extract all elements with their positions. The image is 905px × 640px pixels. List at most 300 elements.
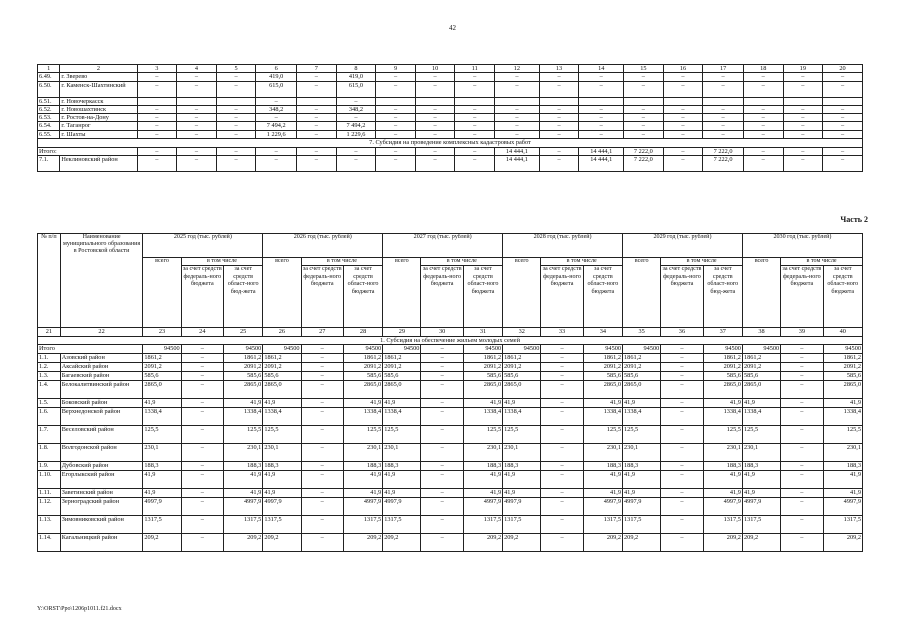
table-cell: 1338,4 bbox=[742, 407, 780, 425]
column-number: 33 bbox=[541, 328, 583, 337]
table-cell: – bbox=[579, 114, 624, 122]
table-cell: 41,9 bbox=[224, 488, 263, 497]
table-cell: 41,9 bbox=[703, 470, 742, 488]
table-cell: 6.50. bbox=[38, 81, 60, 97]
table-cell: 230,1 bbox=[343, 443, 382, 461]
table-cell: – bbox=[297, 130, 337, 138]
column-number: 12 bbox=[495, 65, 540, 73]
table-cell: 2865,0 bbox=[383, 380, 421, 398]
table-cell: Заветинский район bbox=[60, 488, 143, 497]
table-cell: – bbox=[783, 114, 823, 122]
total-label: Итого: bbox=[38, 148, 138, 156]
table-cell: – bbox=[181, 353, 223, 362]
header-regional-budget: за счет средств област-ного бюд-жета bbox=[224, 266, 263, 328]
column-number: 40 bbox=[823, 328, 862, 337]
table-row bbox=[38, 425, 863, 443]
table-cell: – bbox=[541, 533, 583, 551]
table-cell: 230,1 bbox=[263, 443, 301, 461]
table-cell: 209,2 bbox=[383, 533, 421, 551]
table-cell: 188,3 bbox=[823, 461, 862, 470]
table-cell: – bbox=[177, 73, 217, 81]
table-cell: – bbox=[216, 148, 256, 156]
table-cell: Дубовский район bbox=[60, 461, 143, 470]
column-number: 34 bbox=[583, 328, 622, 337]
table-cell: – bbox=[579, 73, 624, 81]
file-path-footer: Y:\ORST\Ppo\1206p1011.f21.docx bbox=[37, 606, 122, 612]
table-cell: 1861,2 bbox=[823, 353, 862, 362]
column-number: 37 bbox=[703, 328, 742, 337]
column-number: 38 bbox=[742, 328, 780, 337]
table-cell: Волгодонской район bbox=[60, 443, 143, 461]
table-cell: 41,9 bbox=[742, 470, 780, 488]
table-cell: – bbox=[415, 81, 455, 97]
table-cell: 1317,5 bbox=[823, 515, 862, 533]
table-cell: – bbox=[421, 533, 463, 551]
table-cell: 1.2. bbox=[38, 362, 61, 371]
table-cell: – bbox=[181, 345, 223, 353]
table-cell: 94500 bbox=[823, 345, 862, 353]
header-federal-budget: за счет средств федераль-ного бюджета bbox=[421, 266, 463, 328]
table-cell: 41,9 bbox=[503, 470, 541, 488]
table-cell: 4997,9 bbox=[343, 497, 382, 515]
table-cell: Аксайский район bbox=[60, 362, 143, 371]
table-cell: 1861,2 bbox=[583, 353, 622, 362]
table-cell: 1317,5 bbox=[383, 515, 421, 533]
table-cell: – bbox=[823, 105, 863, 113]
table-cell: Кагальницкий район bbox=[60, 533, 143, 551]
header-total: всего bbox=[383, 258, 421, 328]
column-number: 21 bbox=[38, 328, 61, 337]
table-cell: – bbox=[495, 114, 540, 122]
table-cell: 1338,4 bbox=[383, 407, 421, 425]
table-row bbox=[38, 407, 863, 425]
table-cell: г. Шахты bbox=[60, 130, 137, 138]
table-cell: 1338,4 bbox=[583, 407, 622, 425]
section-title: 7. Субсидия на проведение комплексных кадастровых работ bbox=[38, 139, 863, 148]
table-cell: – bbox=[661, 407, 703, 425]
table-cell: – bbox=[541, 371, 583, 380]
table-cell: 1.6. bbox=[38, 407, 61, 425]
table-cell bbox=[823, 97, 863, 105]
table-cell: 209,2 bbox=[224, 533, 263, 551]
table-cell: 2091,2 bbox=[263, 362, 301, 371]
column-number: 22 bbox=[60, 328, 143, 337]
table-cell: – bbox=[256, 156, 297, 172]
table-cell: – bbox=[421, 353, 463, 362]
table-cell: – bbox=[301, 407, 343, 425]
table-cell: – bbox=[743, 130, 783, 138]
column-number: 11 bbox=[455, 65, 495, 73]
table-cell: – bbox=[624, 114, 664, 122]
table-row bbox=[38, 533, 863, 551]
table-cell: – bbox=[421, 470, 463, 488]
table-cell: 209,2 bbox=[143, 533, 181, 551]
column-number: 25 bbox=[224, 328, 263, 337]
table-cell: 209,2 bbox=[583, 533, 622, 551]
table-cell: 209,2 bbox=[503, 533, 541, 551]
table-cell: 2865,0 bbox=[703, 380, 742, 398]
table-cell bbox=[177, 97, 217, 105]
column-number: 8 bbox=[336, 65, 376, 73]
table-cell: 209,2 bbox=[623, 533, 661, 551]
table-cell: – bbox=[661, 398, 703, 407]
table-cell: – bbox=[541, 443, 583, 461]
table-cell: 1.4. bbox=[38, 380, 61, 398]
header-regional-budget: за счет средств област-ного бюд-жета bbox=[703, 266, 742, 328]
table-cell: 1338,4 bbox=[143, 407, 181, 425]
table-cell: 41,9 bbox=[742, 488, 780, 497]
table-cell: – bbox=[297, 105, 337, 113]
header-including: в том числе bbox=[301, 258, 383, 266]
table-cell: 4997,9 bbox=[703, 497, 742, 515]
header-total: всего bbox=[623, 258, 661, 328]
table-cell: 6.55. bbox=[38, 130, 60, 138]
table-cell: – bbox=[177, 81, 217, 97]
header-number-row bbox=[38, 65, 863, 73]
table-cell: – bbox=[376, 148, 416, 156]
table-cell: – bbox=[376, 73, 416, 81]
header-regional-budget: за счет средств област-ного бюджета bbox=[343, 266, 382, 328]
table-cell: – bbox=[301, 398, 343, 407]
table-cell: – bbox=[181, 470, 223, 488]
column-number: 10 bbox=[415, 65, 455, 73]
table-cell: – bbox=[703, 73, 744, 81]
table-cell: 209,2 bbox=[463, 533, 502, 551]
table-cell: 41,9 bbox=[703, 488, 742, 497]
table-cell: – bbox=[624, 81, 664, 97]
table-cell: – bbox=[743, 73, 783, 81]
table-cell: 585,6 bbox=[263, 371, 301, 380]
table-cell: – bbox=[216, 122, 256, 130]
table-cell bbox=[415, 97, 455, 105]
header-total: всего bbox=[143, 258, 181, 328]
table-cell: 6.49. bbox=[38, 73, 60, 81]
table-cell: 1338,4 bbox=[463, 407, 502, 425]
table-cell: 585,6 bbox=[623, 371, 661, 380]
table-cell: 41,9 bbox=[263, 488, 301, 497]
table-row bbox=[38, 114, 863, 122]
table-cell: – bbox=[743, 81, 783, 97]
table-cell: – bbox=[743, 156, 783, 172]
table-cell: 41,9 bbox=[383, 470, 421, 488]
table-cell: – bbox=[301, 362, 343, 371]
table-cell: 2091,2 bbox=[503, 362, 541, 371]
column-number: 39 bbox=[781, 328, 823, 337]
table-cell: – bbox=[541, 488, 583, 497]
table-cell: 2091,2 bbox=[742, 362, 780, 371]
table-cell: – bbox=[297, 81, 337, 97]
table-cell: – bbox=[743, 105, 783, 113]
table-cell: – bbox=[539, 122, 579, 130]
table-cell: – bbox=[743, 114, 783, 122]
table-cell: – bbox=[661, 371, 703, 380]
table-cell: 585,6 bbox=[742, 371, 780, 380]
table-row bbox=[38, 461, 863, 470]
column-number: 32 bbox=[503, 328, 541, 337]
table-cell: 1861,2 bbox=[703, 353, 742, 362]
table-cell: Егорлыкский район bbox=[60, 470, 143, 488]
table-cell: 230,1 bbox=[463, 443, 502, 461]
table-cell: – bbox=[541, 362, 583, 371]
table-cell: 4997,9 bbox=[383, 497, 421, 515]
table-cell: 125,5 bbox=[583, 425, 622, 443]
table-cell bbox=[579, 97, 624, 105]
table-cell: 1.7. bbox=[38, 425, 61, 443]
table-cell: 2091,2 bbox=[463, 362, 502, 371]
table-cell: 1.11. bbox=[38, 488, 61, 497]
table-cell: 41,9 bbox=[143, 398, 181, 407]
table-cell: 230,1 bbox=[703, 443, 742, 461]
table-cell: – bbox=[421, 380, 463, 398]
table-cell: Боковский район bbox=[60, 398, 143, 407]
table-cell: – bbox=[781, 515, 823, 533]
table-cell: – bbox=[823, 122, 863, 130]
table-cell: – bbox=[216, 114, 256, 122]
table-cell: – bbox=[177, 156, 217, 172]
table-cell: – bbox=[455, 114, 495, 122]
table-cell: – bbox=[661, 461, 703, 470]
table-cell: – bbox=[579, 130, 624, 138]
table-cell: 4997,9 bbox=[583, 497, 622, 515]
table-cell: – bbox=[301, 380, 343, 398]
table-cell: 1338,4 bbox=[503, 407, 541, 425]
table-cell: 2865,0 bbox=[343, 380, 382, 398]
part-label: Часть 2 bbox=[840, 215, 868, 224]
table-cell: – bbox=[781, 362, 823, 371]
table-cell: 585,6 bbox=[703, 371, 742, 380]
column-number: 19 bbox=[783, 65, 823, 73]
table-cell: – bbox=[663, 156, 703, 172]
column-number: 18 bbox=[743, 65, 783, 73]
table-cell: – bbox=[703, 114, 744, 122]
header-federal-budget: за счет средств федераль-ного бюджета bbox=[301, 266, 343, 328]
table-cell: 2865,0 bbox=[742, 380, 780, 398]
table-cell: 41,9 bbox=[463, 470, 502, 488]
table-cell: 2091,2 bbox=[224, 362, 263, 371]
table-cell: – bbox=[781, 425, 823, 443]
column-number: 24 bbox=[181, 328, 223, 337]
total-row bbox=[38, 148, 863, 156]
header-including: в том числе bbox=[541, 258, 623, 266]
year-header-2025: 2025 год (тыс. рублей) bbox=[143, 234, 263, 258]
column-number: 29 bbox=[383, 328, 421, 337]
table-cell: – bbox=[181, 488, 223, 497]
header-total: всего bbox=[742, 258, 780, 328]
table-cell: – bbox=[663, 105, 703, 113]
table-cell: 7 222,0 bbox=[624, 148, 664, 156]
table-cell: 1338,4 bbox=[263, 407, 301, 425]
table-cell: 585,6 bbox=[503, 371, 541, 380]
table-cell: 125,5 bbox=[623, 425, 661, 443]
table-cell: 1338,4 bbox=[343, 407, 382, 425]
table-cell: 1861,2 bbox=[343, 353, 382, 362]
table-cell: 230,1 bbox=[583, 443, 622, 461]
table-cell: – bbox=[661, 362, 703, 371]
table-cell: 2865,0 bbox=[823, 380, 862, 398]
table-row bbox=[38, 380, 863, 398]
table-cell: – bbox=[781, 398, 823, 407]
column-number: 28 bbox=[343, 328, 382, 337]
table-cell: 1861,2 bbox=[623, 353, 661, 362]
table-cell: – bbox=[181, 371, 223, 380]
table-cell: 1.14. bbox=[38, 533, 61, 551]
table-cell: 2091,2 bbox=[823, 362, 862, 371]
table-cell: – bbox=[783, 73, 823, 81]
table-cell: 209,2 bbox=[742, 533, 780, 551]
table-cell: – bbox=[743, 122, 783, 130]
column-number: 3 bbox=[137, 65, 177, 73]
table-cell: – bbox=[301, 497, 343, 515]
table-cell: – bbox=[539, 73, 579, 81]
column-number: 16 bbox=[663, 65, 703, 73]
table-cell: – bbox=[541, 425, 583, 443]
table-cell: – bbox=[301, 461, 343, 470]
table-cell: 615,0 bbox=[336, 81, 376, 97]
table-cell: – bbox=[415, 105, 455, 113]
table-cell: г. Новочеркасск bbox=[60, 97, 137, 105]
table-cell: – bbox=[781, 533, 823, 551]
table-cell: – bbox=[661, 380, 703, 398]
table-cell: 1.12. bbox=[38, 497, 61, 515]
total-row bbox=[38, 345, 863, 353]
table-cell: – bbox=[216, 105, 256, 113]
table-cell: 41,9 bbox=[823, 488, 862, 497]
table-cell: – bbox=[624, 105, 664, 113]
table-cell: – bbox=[781, 345, 823, 353]
table-cell: 41,9 bbox=[823, 398, 862, 407]
column-number: 9 bbox=[376, 65, 416, 73]
table-cell: 7 222,0 bbox=[703, 148, 744, 156]
col-header-number: № п/п bbox=[38, 234, 61, 328]
table-cell: – bbox=[579, 81, 624, 97]
table-cell: – bbox=[376, 122, 416, 130]
table-cell: – bbox=[256, 97, 297, 105]
table-cell: – bbox=[256, 114, 297, 122]
table-cell: – bbox=[743, 148, 783, 156]
table-cell: 1338,4 bbox=[224, 407, 263, 425]
table-cell: 7.1. bbox=[38, 156, 60, 172]
column-number: 26 bbox=[263, 328, 301, 337]
table-cell: – bbox=[661, 533, 703, 551]
table-cell: 4997,9 bbox=[823, 497, 862, 515]
header-including: в том числе bbox=[661, 258, 743, 266]
table-cell: – bbox=[336, 97, 376, 105]
table-cell: 230,1 bbox=[224, 443, 263, 461]
table-cell: Зерноградский район bbox=[60, 497, 143, 515]
column-number: 35 bbox=[623, 328, 661, 337]
table-cell: 41,9 bbox=[383, 398, 421, 407]
table-cell: 6.53. bbox=[38, 114, 60, 122]
table-cell: – bbox=[301, 371, 343, 380]
page-number: 42 bbox=[449, 24, 456, 32]
table-cell: 2865,0 bbox=[583, 380, 622, 398]
table-row bbox=[38, 371, 863, 380]
table-cell: – bbox=[376, 105, 416, 113]
table-cell: – bbox=[703, 122, 744, 130]
table-cell: – bbox=[421, 362, 463, 371]
table-cell: – bbox=[376, 130, 416, 138]
table-cell: 1861,2 bbox=[463, 353, 502, 362]
table-cell: – bbox=[541, 398, 583, 407]
table-cell: – bbox=[181, 461, 223, 470]
header-number-row bbox=[38, 328, 863, 337]
column-number: 36 bbox=[661, 328, 703, 337]
table-cell: г. Зверево bbox=[60, 73, 137, 81]
table-cell: – bbox=[823, 114, 863, 122]
table-cell: – bbox=[541, 353, 583, 362]
table-cell: 14 444,1 bbox=[495, 156, 540, 172]
table-cell: – bbox=[823, 81, 863, 97]
table-row bbox=[38, 105, 863, 113]
column-number: 23 bbox=[143, 328, 181, 337]
header-federal-budget: за счет средств федераль-ного бюджета bbox=[541, 266, 583, 328]
table-cell: 41,9 bbox=[463, 488, 502, 497]
table-cell: 1317,5 bbox=[503, 515, 541, 533]
column-number: 20 bbox=[823, 65, 863, 73]
table-row bbox=[38, 156, 863, 172]
table-cell: 230,1 bbox=[503, 443, 541, 461]
table-cell: – bbox=[781, 443, 823, 461]
table-cell: – bbox=[539, 130, 579, 138]
table-cell: 1 229,6 bbox=[336, 130, 376, 138]
table-cell: – bbox=[181, 497, 223, 515]
table-cell: – bbox=[781, 488, 823, 497]
table-cell: 94500 bbox=[623, 345, 661, 353]
table-cell: – bbox=[137, 114, 177, 122]
table-cell: – bbox=[415, 73, 455, 81]
header-total: всего bbox=[503, 258, 541, 328]
year-header-2029: 2029 год (тыс. рублей) bbox=[623, 234, 743, 258]
table-cell: 94500 bbox=[263, 345, 301, 353]
table-cell: 1861,2 bbox=[263, 353, 301, 362]
table-cell: 6.54. bbox=[38, 122, 60, 130]
table-cell: – bbox=[495, 122, 540, 130]
table-cell: 41,9 bbox=[263, 470, 301, 488]
col-header-name: Наименование муниципального образования в Ростовской области bbox=[60, 234, 143, 328]
table-cell: – bbox=[455, 81, 495, 97]
table-cell: – bbox=[216, 81, 256, 97]
column-number: 5 bbox=[216, 65, 256, 73]
table-cell: 585,6 bbox=[343, 371, 382, 380]
table-cell bbox=[539, 97, 579, 105]
table-cell: 209,2 bbox=[703, 533, 742, 551]
table-cell: – bbox=[181, 533, 223, 551]
table-cell: 419,0 bbox=[256, 73, 297, 81]
table-cell: 4997,9 bbox=[503, 497, 541, 515]
year-header-2026: 2026 год (тыс. рублей) bbox=[263, 234, 383, 258]
table-cell: 41,9 bbox=[583, 470, 622, 488]
table-cell: Верхнедонской район bbox=[60, 407, 143, 425]
header-federal-budget: за счет средств федераль-ного бюджета bbox=[661, 266, 703, 328]
table-cell: 14 444,1 bbox=[579, 148, 624, 156]
table-cell: – bbox=[661, 497, 703, 515]
table-cell: – bbox=[256, 148, 297, 156]
table-cell: 7 222,0 bbox=[703, 156, 744, 172]
table-cell: – bbox=[301, 353, 343, 362]
table-row bbox=[38, 470, 863, 488]
table-cell: 188,3 bbox=[503, 461, 541, 470]
table-cell: – bbox=[663, 148, 703, 156]
table-cell: – bbox=[181, 407, 223, 425]
table-cell: – bbox=[624, 130, 664, 138]
table-cell: 6.52. bbox=[38, 105, 60, 113]
table-cell: 230,1 bbox=[742, 443, 780, 461]
table-cell: 1 229,6 bbox=[256, 130, 297, 138]
table-cell: 1.9. bbox=[38, 461, 61, 470]
table-cell: – bbox=[541, 345, 583, 353]
table-cell: – bbox=[783, 105, 823, 113]
table-cell: 125,5 bbox=[503, 425, 541, 443]
